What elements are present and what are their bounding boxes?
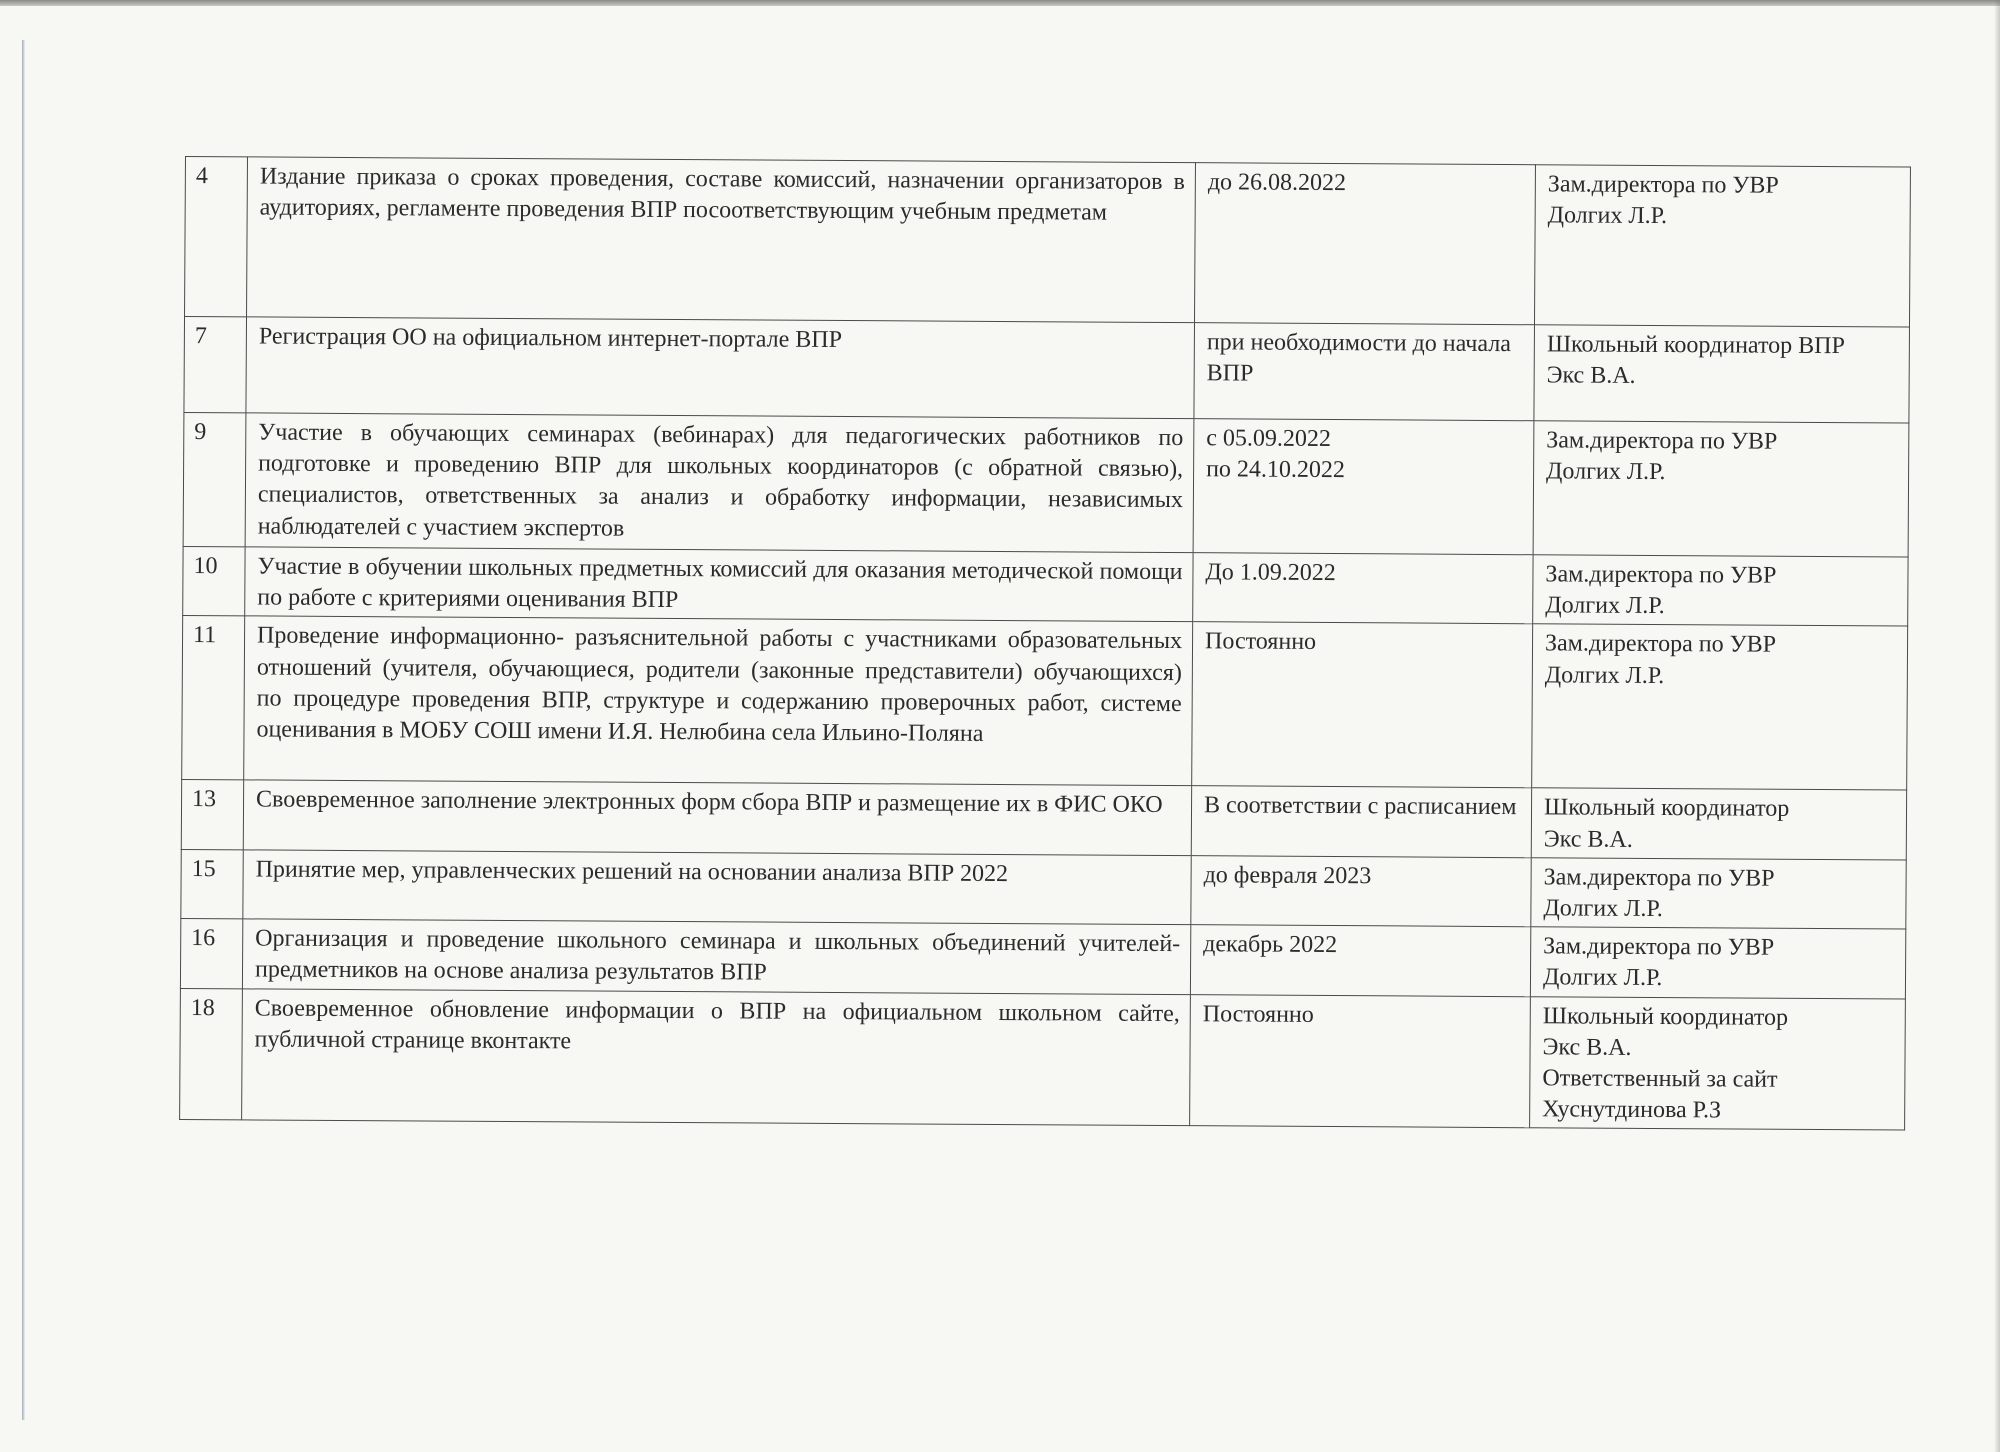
deadline: при необходимости до начала ВПР <box>1194 323 1535 421</box>
table-row <box>180 988 1906 1130</box>
deadline: до 26.08.2022 <box>1195 163 1536 325</box>
task-description: Своевременное заполнение электронных форм сбора ВПР и размещение их в ФИС ОКО <box>243 780 1191 855</box>
scan-left-edge <box>22 40 25 1420</box>
row-number: 16 <box>180 919 242 989</box>
table-row <box>183 546 1908 626</box>
responsible-person <box>1533 421 1909 557</box>
responsible-line: Зам.директора по УВР <box>1543 933 1775 961</box>
deadline: декабрь 2022 <box>1190 925 1530 996</box>
responsible-line: Школьный координатор <box>1543 794 1790 823</box>
task-description: Участие в обучении школьных предметных комиссий для оказания методической помощи по работе с критериями оценивания ВПР <box>245 547 1193 622</box>
responsible-line: Зам.директора по УВР <box>1545 561 1777 589</box>
row-number: 4 <box>185 157 248 317</box>
row-number: 15 <box>181 849 243 919</box>
task-description: Организация и проведение школьного семинара и школьных объединений учителей-предметников на основе анализа результатов ВПР <box>242 919 1190 994</box>
responsible-line: Долгих Л.Р. <box>1547 202 1668 230</box>
row-number: 7 <box>184 317 247 413</box>
responsible-person <box>1532 624 1908 790</box>
task-description: Регистрация ОО на официальном интернет-портале ВПР <box>246 317 1195 419</box>
responsible-line: Хуснутдинова Р.З <box>1542 1096 1722 1124</box>
deadline: с 05.09.2022 по 24.10.2022 <box>1193 419 1534 555</box>
responsible-line: Экс В.А. <box>1542 1033 1632 1061</box>
responsible-person <box>1531 857 1906 929</box>
row-number: 11 <box>182 616 245 780</box>
row-number: 10 <box>183 546 245 616</box>
deadline: Постоянно <box>1190 994 1531 1128</box>
responsible-line: Зам.директора по УВР <box>1543 864 1775 892</box>
row-number: 9 <box>183 412 246 546</box>
scan-right-edge <box>1994 0 2000 1452</box>
responsible-line: Долгих Л.Р. <box>1546 458 1666 486</box>
responsible-line: Экс В.А. <box>1546 362 1636 390</box>
responsible-line: Долгих Л.Р. <box>1542 964 1663 992</box>
responsible-line: Зам.директора по УВР <box>1547 171 1779 199</box>
table-row <box>180 919 1905 999</box>
responsible-person <box>1533 555 1908 627</box>
responsible-person <box>1530 927 1905 999</box>
deadline: до февраля 2023 <box>1191 855 1531 926</box>
scan-top-edge <box>0 0 2000 6</box>
task-description: Принятие мер, управленческих решений на основании анализа ВПР 2022 <box>243 850 1191 925</box>
responsible-person <box>1534 325 1910 423</box>
responsible-line: Школьный координатор <box>1542 1002 1789 1031</box>
task-description: Проведение информационно- разъяснительной работы с участниками образовательных отношений (учителя, обучающиеся, родители (законные представители) обучающихся) по процедуре проведения ВПР, структуре и содержанию проверочных работ, системе оценивания в МОБУ СОШ имени И.Я. Нелюбина села Ильино-Поляна <box>244 616 1193 786</box>
responsible-person <box>1534 165 1910 327</box>
plan-table <box>179 156 1911 1131</box>
table-row <box>181 780 1906 860</box>
table-row <box>181 849 1906 929</box>
plan-table-body <box>180 157 1911 1131</box>
deadline: До 1.09.2022 <box>1193 553 1533 624</box>
responsible-line: Экс В.А. <box>1543 825 1633 853</box>
responsible-line: Зам.директора по УВР <box>1544 630 1777 659</box>
row-number: 13 <box>181 780 243 850</box>
deadline: В соответствии с расписанием <box>1191 786 1531 857</box>
task-description: Своевременное обновление информации о ВПР на официальном школьном сайте, публичной странице вконтакте <box>242 988 1191 1126</box>
table-row <box>185 157 1911 328</box>
responsible-line: Долгих Л.Р. <box>1544 661 1665 689</box>
task-description: Участие в обучающих семинарах (вебинарах) для педагогических работников по подготовке и проведению ВПР для школьных координаторов (с обратной связью), специалистов, ответственных за анализ и обработку информации, независимых наблюдателей с участием экспертов <box>245 413 1194 553</box>
responsible-person <box>1530 996 1906 1130</box>
responsible-line: Зам.директора по УВР <box>1546 427 1778 455</box>
deadline: Постоянно <box>1192 622 1533 788</box>
table-row <box>183 412 1909 557</box>
table-row <box>182 616 1908 791</box>
row-number: 18 <box>180 988 243 1120</box>
responsible-line: Ответственный за сайт <box>1542 1065 1778 1093</box>
responsible-line: Долгих Л.Р. <box>1543 895 1663 922</box>
responsible-line: Школьный координатор ВПР <box>1546 331 1845 360</box>
responsible-line: Долгих Л.Р. <box>1545 592 1665 620</box>
task-description: Издание приказа о сроках проведения, составе комиссий, назначении организаторов в аудиториях, регламенте проведения ВПР посоответствующим учебным предметам <box>247 157 1196 323</box>
table-row <box>184 317 1910 424</box>
responsible-person <box>1531 788 1906 860</box>
